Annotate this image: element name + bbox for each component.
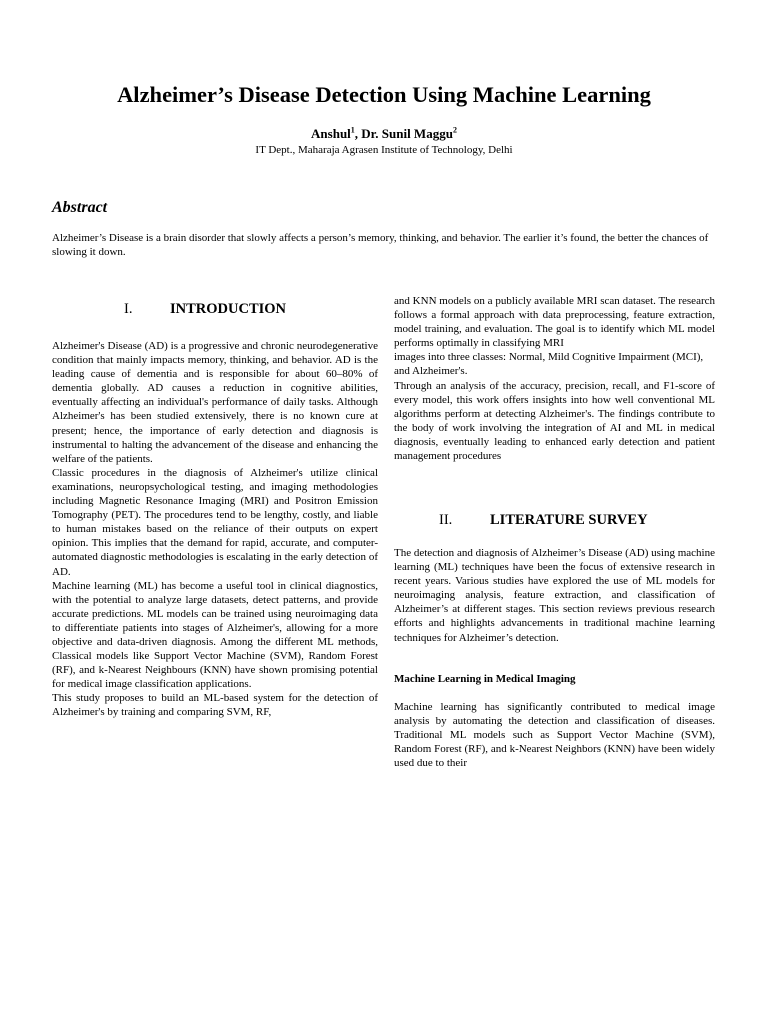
- paragraph: and KNN models on a publicly available MRI scan dataset. The research follows a formal approach with data preprocessing, feature extraction, model training, and evaluation. The goal is to identify which ML model performs optimally in classifying MRI: [394, 295, 715, 350]
- section-title: LITERATURE SURVEY: [490, 512, 648, 528]
- section-title: INTRODUCTION: [170, 301, 287, 317]
- abstract-text: Alzheimer’s Disease is a brain disorder that slowly affects a person’s memory, thinking, and behavior. The earlier it’s found, the better the chances of slowing it down.: [52, 232, 709, 258]
- subsection-body: [394, 700, 715, 770]
- section-heading-literature-survey: [439, 511, 648, 529]
- affiliation: IT Dept., Maharaja Agrasen Institute of Technology, Delhi: [255, 144, 513, 156]
- paragraph: Alzheimer's Disease (AD) is a progressive and chronic neurodegenerative condition that mainly impacts memory, thinking, and behavior. AD is the leading cause of dementia and is responsible for about 60–80% of dementia globally. AD causes a reduction in cognitive abilities, eventually affecting an individual's performance of daily tasks. Although Alzheimer's has been studied extensively, there is no known cure at present; hence, the importance of early detection and diagnosis is instrumental to halting the advancement of the disease and enhancing the welfare of the patients.: [52, 340, 378, 465]
- paragraph: Machine learning has significantly contributed to medical image analysis by automating the detection and classification of diseases. Traditional ML models such as Support Vector Machine (SVM), Random Forest (RF), and k-Nearest Neighbors (KNN) have been widely used due to their: [394, 701, 715, 770]
- literature-survey-body: [394, 546, 715, 645]
- author-separator: ,: [354, 126, 362, 141]
- affiliation-marker: 1: [350, 125, 355, 135]
- paragraph: Machine learning (ML) has become a useful tool in clinical diagnostics, with the potential to analyze large datasets, detect patterns, and provide accurate predictions. ML models can be trained using neuroimaging data to differentiate patients into stages of Alzheimer's, allowing for a more objective and data-driven diagnosis. Among the different ML methods, Classical models like Support Vector Machine (SVM), Random Forest (RF), and k-Nearest Neighbours (KNN) have shown promising potential for medical image classification applications.: [52, 579, 378, 691]
- paper-title: Alzheimer’s Disease Detection Using Machine Learning: [117, 82, 651, 107]
- paragraph: images into three classes: Normal, Mild Cognitive Impairment (MCI), and Alzheimer's.: [394, 351, 704, 378]
- author-name: Dr. Sunil Maggu: [361, 126, 453, 141]
- introduction-body: [52, 339, 378, 720]
- introduction-continued: [394, 294, 715, 463]
- affiliation-marker: 2: [452, 125, 457, 135]
- section-heading-introduction: [124, 300, 286, 318]
- paragraph: This study proposes to build an ML-based system for the detection of Alzheimer's by training and comparing SVM, RF,: [52, 692, 378, 719]
- paragraph: The detection and diagnosis of Alzheimer’s Disease (AD) using machine learning (ML) techniques have been the focus of extensive research in recent years. Various studies have explored the use of ML models for neuroimaging analysis, feature extraction, and classification of Alzheimer’s at different stages. This section reviews previous research efforts and highlights advancements in traditional machine learning techniques for Alzheimer’s detection.: [394, 547, 715, 644]
- paragraph: Classic procedures in the diagnosis of Alzheimer's utilize clinical examinations, neuropsychological testing, and imaging methodologies including Magnetic Resonance Imaging (MRI) and Positron Emission Tomography (PET). The procedures tend to be lengthy, costly, and liable to human mistakes based on the reliance of their outputs on expert opinion. This implies that the demand for rapid, accurate, and computer-automated diagnostic methodologies is escalating in the early detection of AD.: [52, 466, 378, 578]
- author-line: [0, 126, 768, 142]
- section-number: II.: [439, 512, 453, 528]
- author-name: Anshul: [311, 126, 351, 141]
- section-number: I.: [124, 301, 133, 317]
- subsection-heading: Machine Learning in Medical Imaging: [394, 673, 576, 685]
- abstract-heading: Abstract: [52, 199, 108, 216]
- paragraph: Through an analysis of the accuracy, precision, recall, and F1-score of every model, this work offers insights into how well conventional ML algorithms perform at detecting Alzheimer's. The findings contribute to the body of work involving the integration of AI and ML in medical diagnosis, eventually leading to enhanced early detection and patient management procedures: [394, 379, 715, 463]
